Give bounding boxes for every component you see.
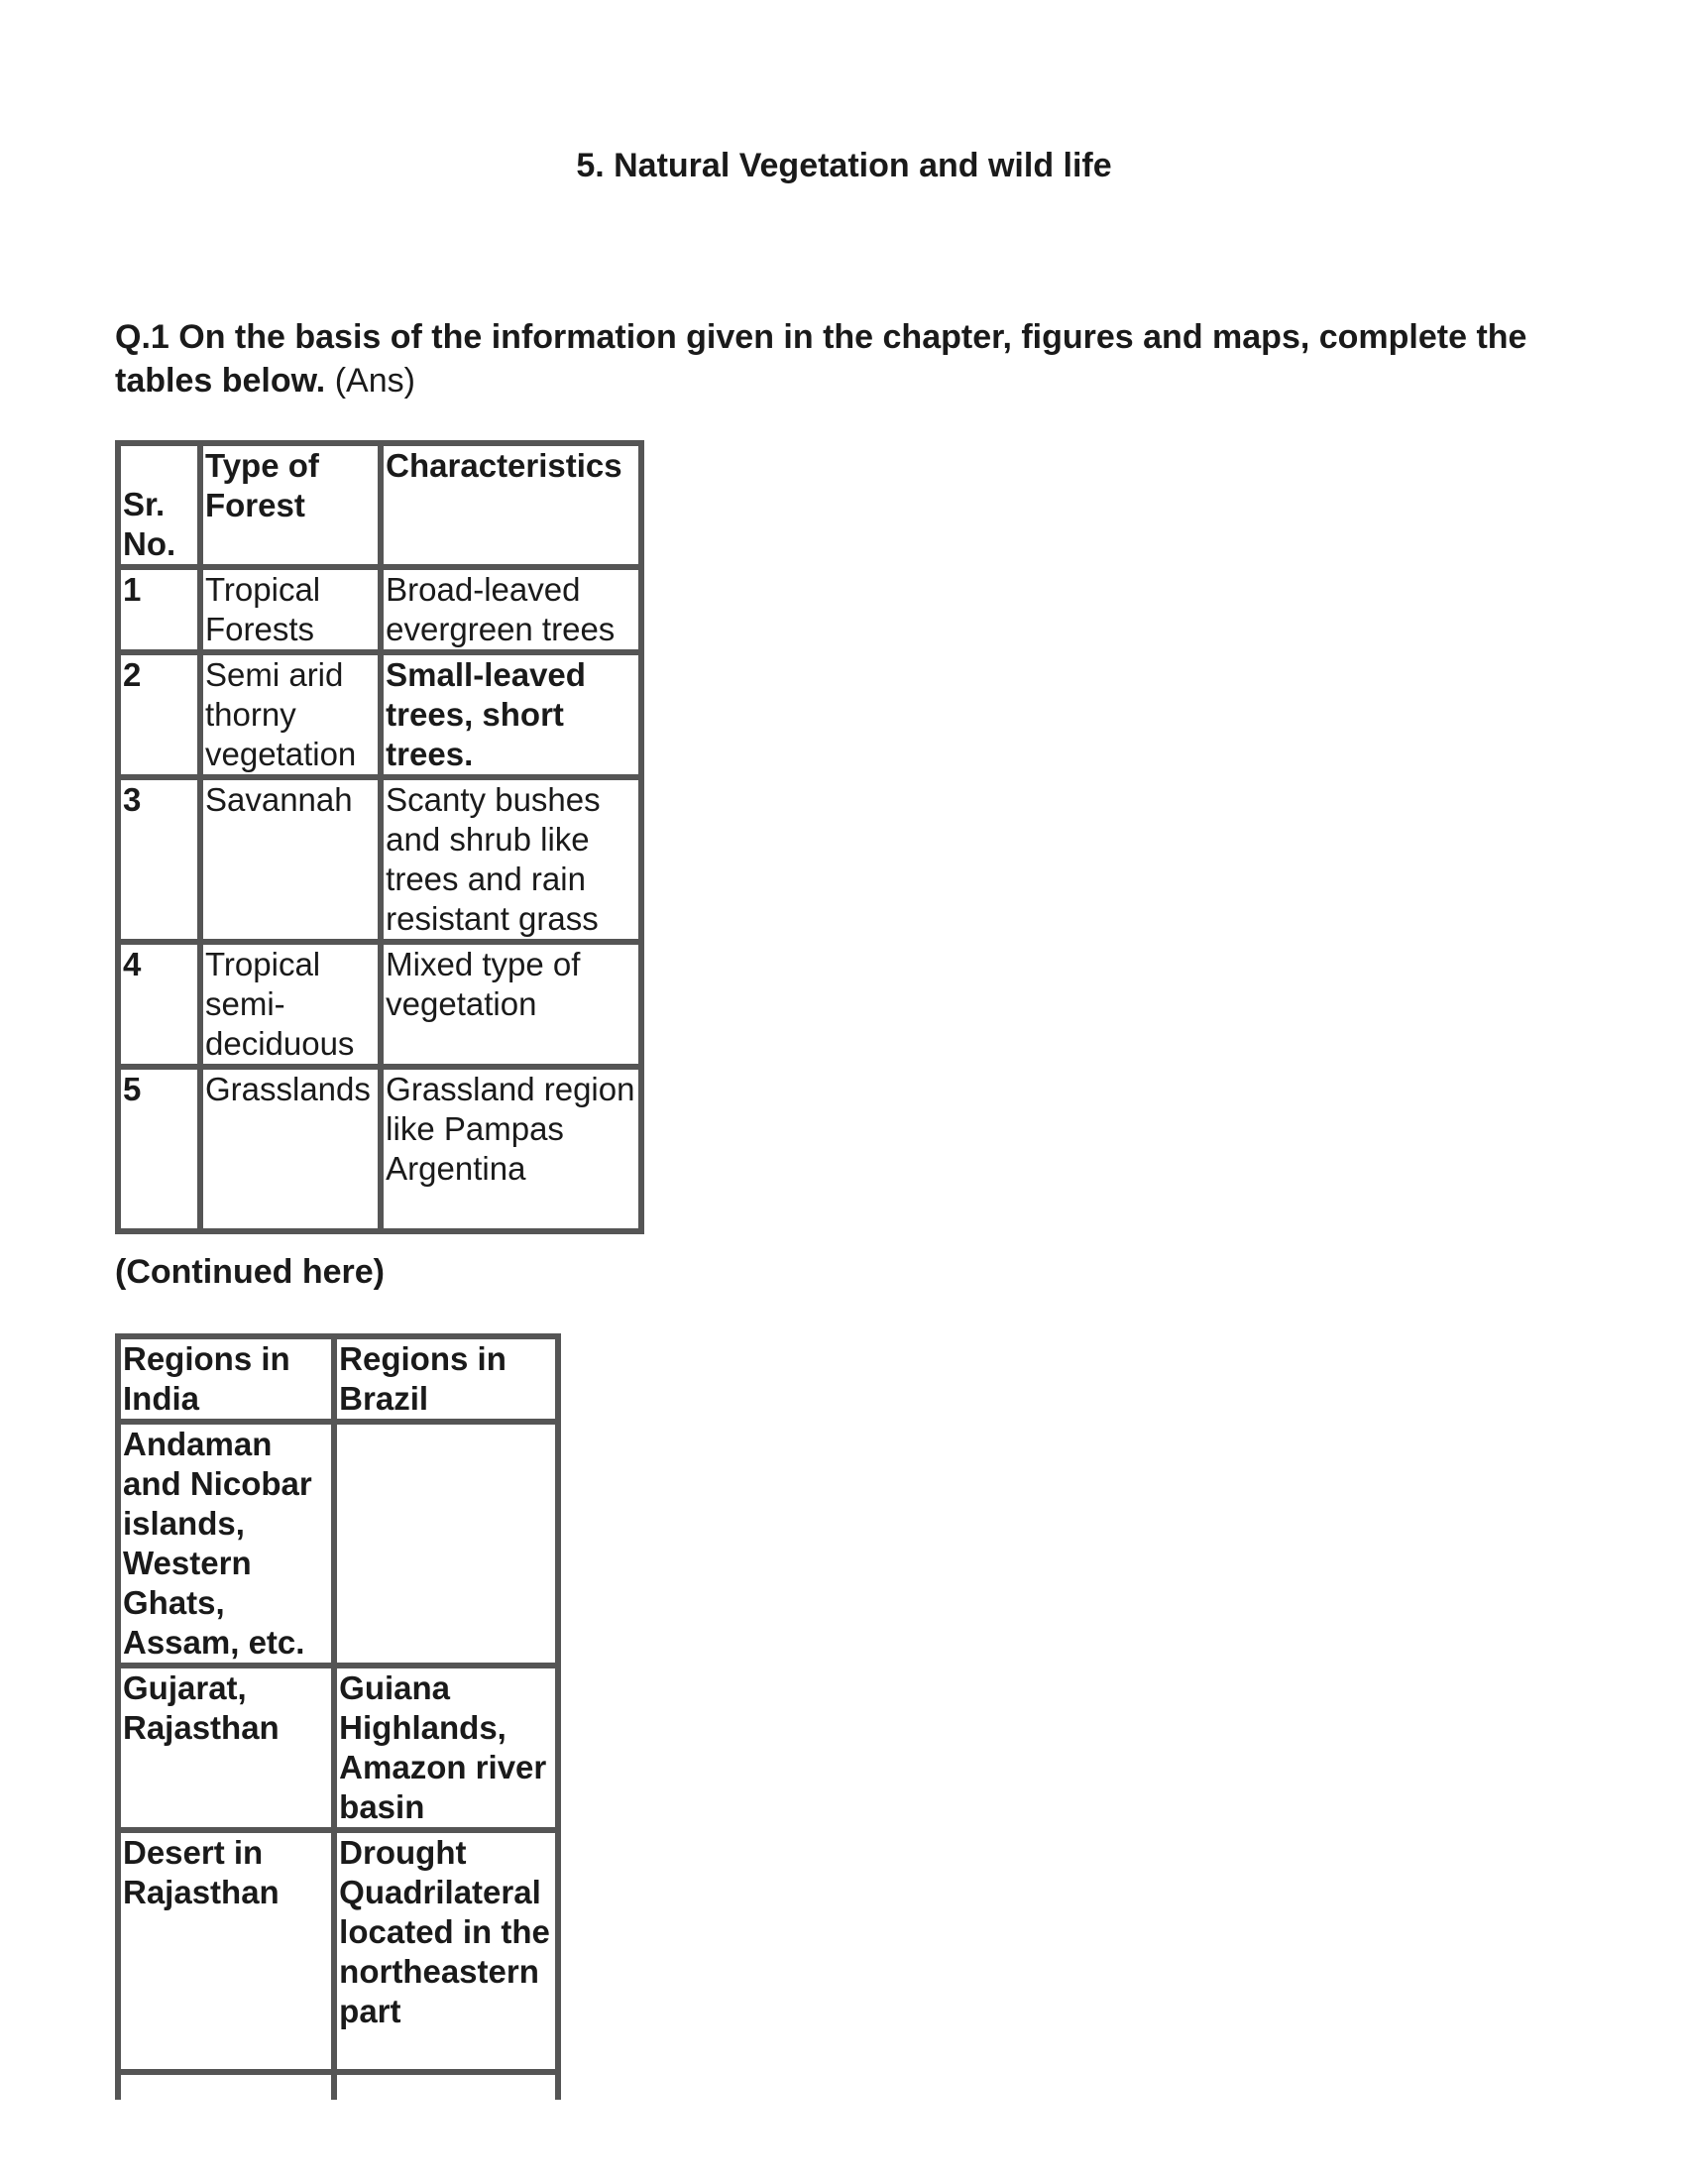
table-row bbox=[118, 1067, 641, 1231]
table-row bbox=[118, 1830, 558, 2072]
sr-cell: 2 bbox=[118, 652, 200, 777]
characteristics-cell: Broad-leaved evergreen trees bbox=[381, 567, 641, 652]
question-text bbox=[115, 315, 1582, 402]
brazil-cell bbox=[334, 1422, 558, 1666]
header-characteristics: Characteristics bbox=[381, 443, 641, 567]
type-cell: Semi arid thorny vegetation bbox=[200, 652, 381, 777]
regions-table bbox=[115, 1333, 561, 2125]
characteristics-cell: Grassland region like Pampas Argentina bbox=[381, 1067, 641, 1231]
sr-cell: 3 bbox=[118, 777, 200, 942]
table-row bbox=[118, 1422, 558, 1666]
forest-types-table bbox=[115, 440, 644, 1234]
sr-cell: 4 bbox=[118, 942, 200, 1067]
header-regions-india: Regions in India bbox=[118, 1336, 334, 1422]
table-row bbox=[118, 942, 641, 1067]
page-bottom-margin bbox=[99, 2100, 595, 2184]
table-row bbox=[118, 777, 641, 942]
type-cell: Savannah bbox=[200, 777, 381, 942]
header-regions-brazil: Regions in Brazil bbox=[334, 1336, 558, 1422]
sr-cell: 5 bbox=[118, 1067, 200, 1231]
india-cell: Andaman and Nicobar islands, Western Ghats, Assam, etc. bbox=[118, 1422, 334, 1666]
type-cell: Tropical Forests bbox=[200, 567, 381, 652]
table-row bbox=[118, 652, 641, 777]
table-header-row bbox=[118, 443, 641, 567]
characteristics-cell: Small-leaved trees, short trees. bbox=[381, 652, 641, 777]
continued-label: (Continued here) bbox=[115, 1253, 385, 1291]
brazil-cell: Guiana Highlands, Amazon river basin bbox=[334, 1666, 558, 1830]
answer-link[interactable]: (Ans) bbox=[334, 362, 415, 400]
type-cell: Grasslands bbox=[200, 1067, 381, 1231]
page-title: 5. Natural Vegetation and wild life bbox=[576, 147, 1112, 184]
characteristics-cell: Scanty bushes and shrub like trees and rain resistant grass bbox=[381, 777, 641, 942]
question-prompt: Q.1 On the basis of the information given in the chapter, figures and maps, complete the tables below. bbox=[115, 318, 1527, 400]
type-cell: Tropical semi-deciduous bbox=[200, 942, 381, 1067]
table-header-row bbox=[118, 1336, 558, 1422]
table-row bbox=[118, 567, 641, 652]
table-row bbox=[118, 1666, 558, 1830]
brazil-cell: Drought Quadrilateral located in the northeastern part bbox=[334, 1830, 558, 2072]
india-cell: Desert in Rajasthan bbox=[118, 1830, 334, 2072]
header-sr-no: Sr. No. bbox=[118, 443, 200, 567]
header-type-of-forest: Type of Forest bbox=[200, 443, 381, 567]
sr-cell: 1 bbox=[118, 567, 200, 652]
characteristics-cell: Mixed type of vegetation bbox=[381, 942, 641, 1067]
india-cell: Gujarat, Rajasthan bbox=[118, 1666, 334, 1830]
